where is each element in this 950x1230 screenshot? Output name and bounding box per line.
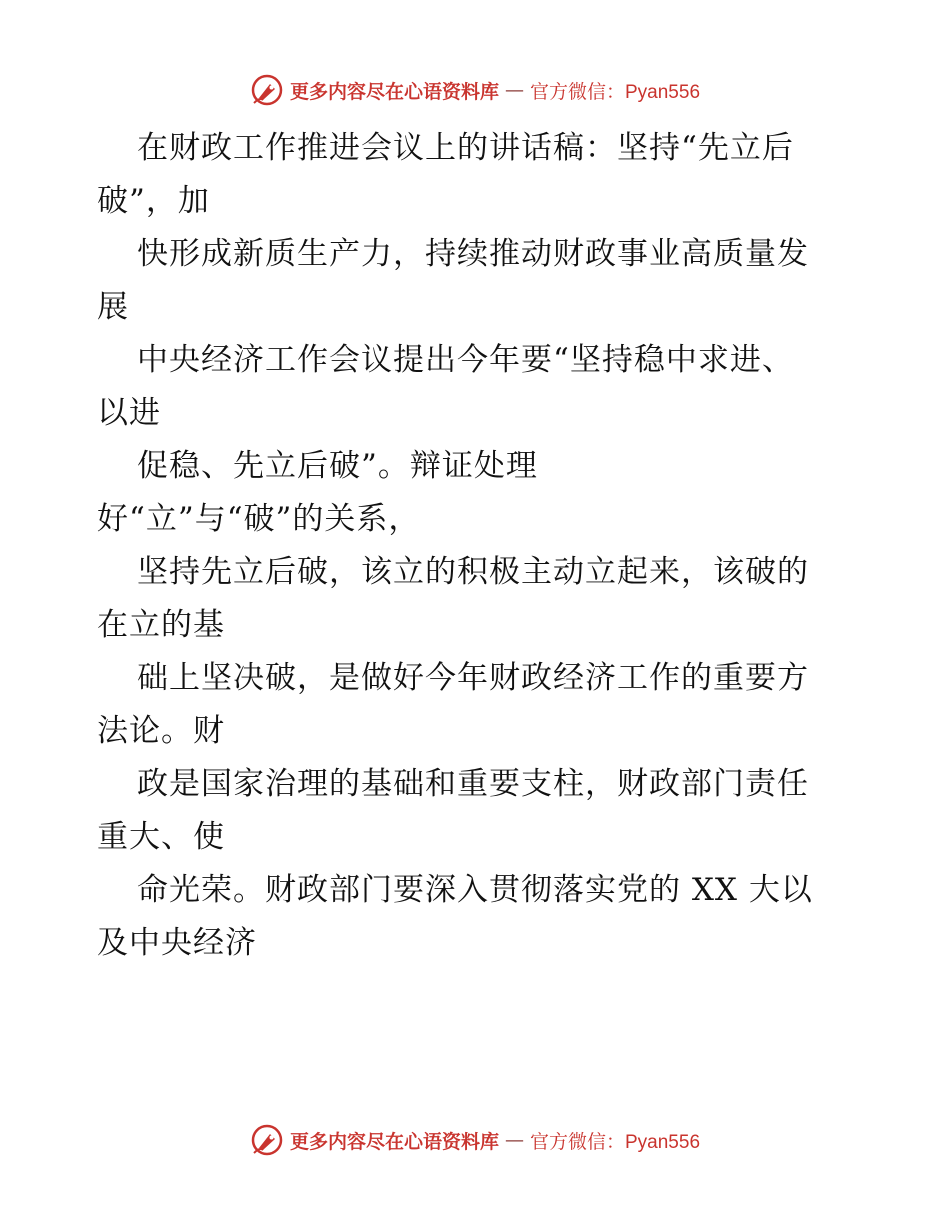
watermark-contact: 官方微信：Pyan556 bbox=[530, 81, 701, 103]
watermark-separator: — bbox=[505, 79, 524, 101]
document-line: 重大、使 bbox=[97, 819, 225, 855]
document-line: 坚持先立后破，该立的积极主动立起来，该破的 bbox=[137, 554, 809, 590]
document-body bbox=[97, 122, 857, 970]
document-line: 展 bbox=[97, 289, 129, 325]
footer-watermark bbox=[0, 1120, 950, 1160]
document-line: 好“立”与“破”的关系， bbox=[97, 501, 421, 537]
watermark-contact: 官方微信：Pyan556 bbox=[530, 1131, 701, 1153]
document-line: 在财政工作推进会议上的讲话稿：坚持“先立后 bbox=[137, 130, 794, 166]
document-line: 命光荣。财政部门要深入贯彻落实党的 XX 大以 bbox=[137, 872, 813, 908]
document-line: 促稳、先立后破”。辩证处理 bbox=[137, 448, 538, 484]
watermark-separator: — bbox=[505, 1129, 524, 1151]
document-line: 以进 bbox=[97, 395, 161, 431]
pen-nib-logo-icon bbox=[250, 1123, 284, 1157]
watermark-brand: 更多内容尽在心语资料库 bbox=[289, 80, 499, 103]
document-line: 及中央经济 bbox=[97, 925, 257, 961]
document-line: 中央经济工作会议提出今年要“坚持稳中求进、 bbox=[137, 342, 794, 378]
document-line: 政是国家治理的基础和重要支柱，财政部门责任 bbox=[137, 766, 809, 802]
document-line: 础上坚决破，是做好今年财政经济工作的重要方 bbox=[137, 660, 809, 696]
document-line: 破”，加 bbox=[97, 183, 210, 219]
document-line: 法论。财 bbox=[97, 713, 225, 749]
watermark-brand: 更多内容尽在心语资料库 bbox=[289, 1130, 499, 1153]
document-line: 快形成新质生产力，持续推动财政事业高质量发 bbox=[137, 236, 809, 272]
document-line: 在立的基 bbox=[97, 607, 225, 643]
pen-nib-logo-icon bbox=[250, 73, 284, 107]
header-watermark bbox=[0, 70, 950, 110]
